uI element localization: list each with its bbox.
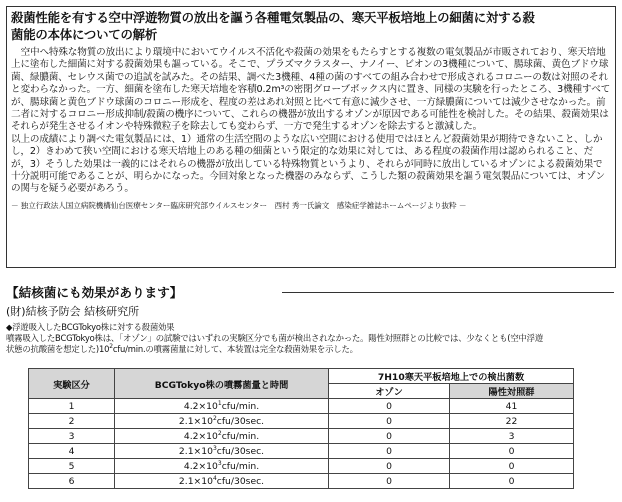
cell-section: 2 xyxy=(29,414,115,429)
article-title-line2: 菌能の本体についての解析 xyxy=(11,27,158,42)
header-detected-group: 7H10寒天平板培地上での検出菌数 xyxy=(329,369,574,384)
cell-control: 0 xyxy=(450,474,574,489)
cell-section: 4 xyxy=(29,444,115,459)
article-paragraph-2: 以上の成績により調べた電気製品には、1）通常の生活空間のような広い空間における使用ではほとんど殺菌効果が期待できないこと、しかし，2）きわめて狭い空間における寒天培地上のある種の細菌という限定的な効果に対しては、ある程度の殺菌作用は認められること、だが，3）そうした効果は一義的にはそれらの機器が放出している特殊物質というより、それらが同時に放出しているオゾンによる殺菌効果で十分説明可能であることが、明らかになった。今回対象となった機器のみならず、こうした類の殺菌効果を謳う電気製品については、オゾンの関与を疑う必要があろう。 xyxy=(11,133,605,195)
cell-section: 6 xyxy=(29,474,115,489)
cell-section: 3 xyxy=(29,429,115,444)
table-row xyxy=(29,429,574,444)
organization-name: (財)結核予防会 結核研究所 xyxy=(6,305,140,318)
cell-amount: $2.1\times 10^2cfu/30\sec$. xyxy=(115,414,329,429)
cell-amount: $2.1\times 10^4cfu/30\sec$. xyxy=(115,474,329,489)
table-row xyxy=(29,474,574,489)
cell-control: 3 xyxy=(450,429,574,444)
article-paragraph-1: 空中へ特殊な物質の放出により環境中においてウイルス不活化や殺菌の効果をもたらすとする複数の電気製品が市販されており、寒天培地上に塗布した細菌に対する殺菌効果も謳っている。そこで、プラズマクラスター、ナノイー、ビオンの3機種について、腸球菌、黄色ブドウ球菌、緑膿菌、セレウス菌での追試を試みた。その結果、調べた3機種、4種の菌のすべての組み合わせで形成されるコロニーの数は対照のそれと変わらなかった。一方、細菌を塗布した寒天培地を容積0.2m³の密閉グローブボックス内に置き、同様の実験を行ったところ、3機種すべてが、腸球菌と黄色ブドウ球菌のコロニー形成を、程度の差はあれ対照と比べて有意に減少させ、一方緑膿菌については減少させなかった。前二者に対するコロニー形成抑制/殺菌の機序について、これらの機器が放出するオゾンが原因である可能性を検討した。その結果、殺菌効果はそれらが発生させるイオンや特殊微粒子を除去しても変わらず、一方で発生するオゾンを除去すると激減した。 xyxy=(11,47,611,133)
cell-amount: $4.2\times 10^1cfu/\min$. xyxy=(115,399,329,414)
results-table xyxy=(28,368,574,489)
table-row xyxy=(29,459,574,474)
note-line-2-start: 状態の抗酸菌を想定した)10 xyxy=(6,344,110,355)
cell-control: 0 xyxy=(450,459,574,474)
cell-amount: $2.1\times 10^3cfu/30\sec$. xyxy=(115,444,329,459)
header-amount: BCGTokyo株の噴霧菌量と時間 xyxy=(115,369,329,399)
cell-control: 22 xyxy=(450,414,574,429)
cell-ozone: 0 xyxy=(329,399,450,414)
note-line-2-exponent: 2 xyxy=(109,343,113,351)
cell-section: 5 xyxy=(29,459,115,474)
cell-ozone: 0 xyxy=(329,414,450,429)
article-title-line1: 殺菌性能を有する空中浮遊物質の放出を謳う各種電気製品の、寒天平板培地上の細菌に対する殺 xyxy=(11,10,535,25)
table-row xyxy=(29,414,574,429)
cell-ozone: 0 xyxy=(329,474,450,489)
note-line-1: 噴霧吸入したBCGTokyo株は、「オゾン」の試験ではいずれの実験区分でも菌が検出されなかった。陽性対照群との比較では、少なくとも(空中浮遊 xyxy=(6,333,544,344)
cell-ozone: 0 xyxy=(329,429,450,444)
table-row xyxy=(29,444,574,459)
cell-control: 41 xyxy=(450,399,574,414)
cell-ozone: 0 xyxy=(329,459,450,474)
article-source: － 独立行政法人国立病院機構仙台医療センター臨床研究部ウイルスセンター 西村 秀一氏論文 感染症学雑誌ホームページより抜粋 － xyxy=(11,200,467,210)
header-section: 実験区分 xyxy=(29,369,115,399)
cell-control: 0 xyxy=(450,444,574,459)
header-control: 陽性対照群 xyxy=(450,384,574,399)
cell-section: 1 xyxy=(29,399,115,414)
section-heading-rule xyxy=(282,292,614,293)
article-panel xyxy=(6,6,616,268)
note-block xyxy=(6,322,618,356)
cell-amount: $4.2\times 10^2cfu/\min$. xyxy=(115,429,329,444)
cell-ozone: 0 xyxy=(329,444,450,459)
section-heading: 【結核菌にも効果があります】 xyxy=(6,285,183,300)
article-title xyxy=(11,9,611,43)
cell-amount: $4.2\times 10^3cfu/\min$. xyxy=(115,459,329,474)
note-line-2-end: cfu/min.の噴霧菌量に対して、本装置は完全な殺菌効果を示した。 xyxy=(112,344,358,355)
note-title: ◆浮遊吸入したBCGTokyo株に対する殺菌効果 xyxy=(6,322,175,332)
table-row xyxy=(29,399,574,414)
header-ozone: オゾン xyxy=(329,384,450,399)
note-line-2 xyxy=(6,344,618,355)
